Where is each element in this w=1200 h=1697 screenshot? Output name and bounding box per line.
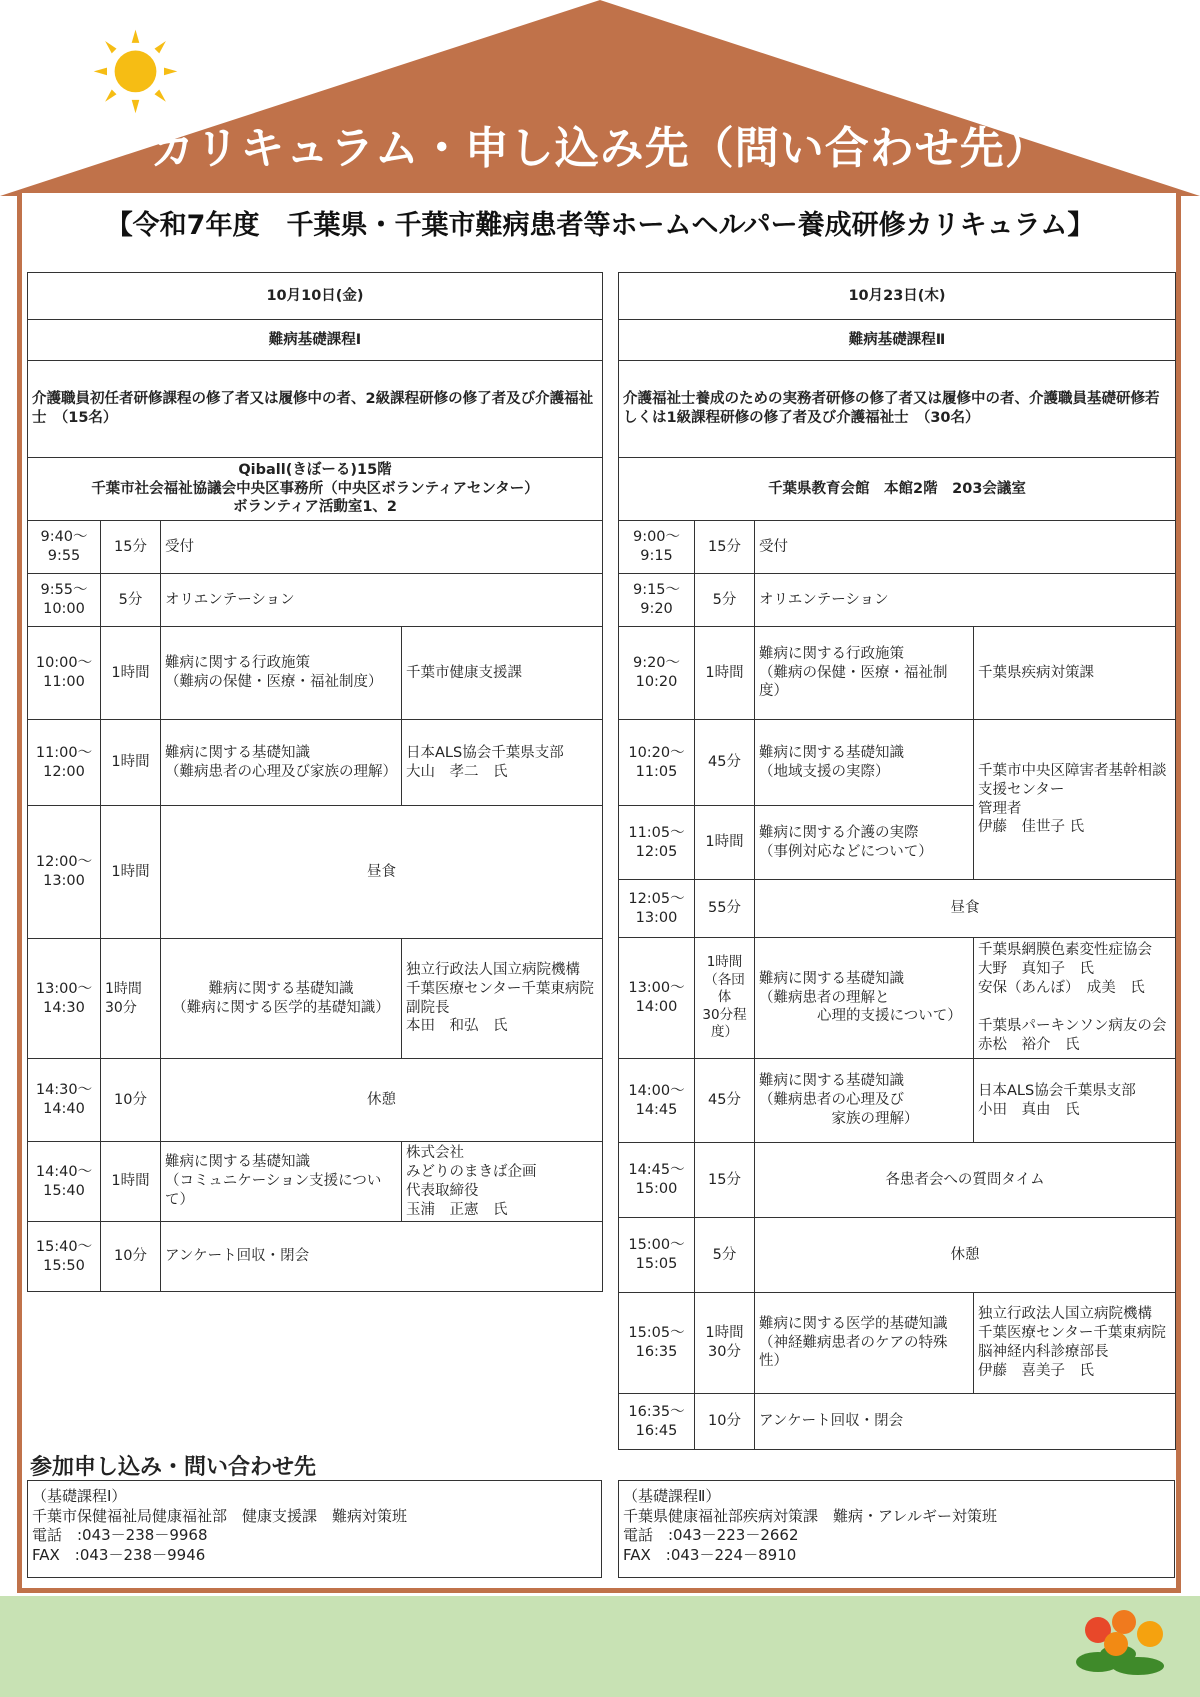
flowers-icon [1068,1600,1178,1680]
time-cell: 10:20～ 11:05 [619,720,695,806]
subject-cell: 難病に関する医学的基礎知識 （神経難病患者のケアの特殊性） [755,1293,974,1394]
duration-cell: 10分 [101,1059,161,1142]
contact-box-course-2: （基礎課程Ⅱ） 千葉県健康福祉部疾病対策課 難病・アレルギー対策班 電話 :043－223－2662 FAX :043－224－8910 [618,1480,1175,1578]
time-cell: 14:40～ 15:40 [28,1142,101,1222]
subject-cell: 難病に関する行政施策 （難病の保健・医療・福祉制度） [755,627,974,720]
table-row [28,720,603,806]
time-cell: 9:20～ 10:20 [619,627,695,720]
time-cell: 14:45～ 15:00 [619,1143,695,1218]
lecturer-cell: 日本ALS協会千葉県支部 大山 孝二 氏 [402,720,603,806]
subject-cell: オリエンテーション [755,574,1176,627]
table-row [619,1293,1176,1394]
table-row [619,1059,1176,1143]
course-target: 介護福祉士養成のための実務者研修の修了者又は履修中の者、介護職員基礎研修若しくは1級課程研修の修了者及び介護福祉士 （30名） [619,361,1176,458]
subject-cell: 難病に関する基礎知識 （コミュニケーション支援について） [161,1142,402,1222]
table-row [619,880,1176,938]
table-row [28,627,603,720]
subject-cell: アンケート回収・閉会 [161,1222,603,1292]
duration-cell: 10分 [101,1222,161,1292]
course-date: 10月23日(木) [619,273,1176,320]
subject-cell: 受付 [755,521,1176,574]
duration-cell: 45分 [695,1059,755,1143]
time-cell: 9:00～ 9:15 [619,521,695,574]
subject-cell: 昼食 [755,880,1176,938]
duration-cell: 5分 [695,1218,755,1293]
subject-cell: 難病に関する基礎知識 （地域支援の実際） [755,720,974,806]
time-cell: 16:35～ 16:45 [619,1394,695,1450]
duration-cell: 1時間 [101,627,161,720]
table-row [28,939,603,1059]
lecturer-cell: 独立行政法人国立病院機構 千葉医療センター千葉東病院 脳神経内科診療部長 伊藤 喜美子 氏 [974,1293,1176,1394]
lecturer-cell: 千葉県疾病対策課 [974,627,1176,720]
course-venue: Qiball(きぼーる)15階 千葉市社会福祉協議会中央区事務所（中央区ボランティアセンター） ボランティア活動室1、2 [28,458,603,521]
table-row [28,574,603,627]
time-cell: 13:00～ 14:00 [619,938,695,1059]
table-row [28,806,603,939]
duration-cell: 1時間 30分 [101,939,161,1059]
lecturer-cell: 千葉県網膜色素変性症協会 大野 真知子 氏 安保（あんぼ） 成美 氏 千葉県パーキンソン病友の会 赤松 裕介 氏 [974,938,1176,1059]
table-row [619,1143,1176,1218]
table-row [619,938,1176,1059]
subject-cell: 難病に関する基礎知識 （難病に関する医学的基礎知識） [161,939,402,1059]
time-cell: 10:00～ 11:00 [28,627,101,720]
table-row [28,521,603,574]
duration-cell: 15分 [695,521,755,574]
subject-cell: 難病に関する介護の実際 （事例対応などについて） [755,806,974,880]
subject-cell: 難病に関する行政施策 （難病の保健・医療・福祉制度） [161,627,402,720]
time-cell: 9:55～ 10:00 [28,574,101,627]
table-row [28,1059,603,1142]
contact-box-course-1: （基礎課程Ⅰ） 千葉市保健福祉局健康福祉部 健康支援課 難病対策班 電話 :043－238－9968 FAX :043－238－9946 [27,1480,602,1578]
table-row [619,627,1176,720]
lecturer-cell: 独立行政法人国立病院機構 千葉医療センター千葉東病院 副院長 本田 和弘 氏 [402,939,603,1059]
time-cell: 12:00～ 13:00 [28,806,101,939]
subject-cell: 受付 [161,521,603,574]
subject-cell: アンケート回収・閉会 [755,1394,1176,1450]
course-name: 難病基礎課程Ⅰ [28,320,603,361]
page-title: 【令和7年度 千葉県・千葉市難病患者等ホームヘルパー養成研修カリキュラム】 [105,210,1095,241]
table-row [619,1218,1176,1293]
subject-cell: 休憩 [755,1218,1176,1293]
time-cell: 13:00～ 14:30 [28,939,101,1059]
duration-cell: 5分 [101,574,161,627]
duration-cell: 1時間 （各団体 30分程 度） [695,938,755,1059]
table-row [28,1222,603,1292]
course-venue: 千葉県教育会館 本館2階 203会議室 [619,458,1176,521]
contact-heading: 参加申し込み・問い合わせ先 [30,1455,317,1480]
time-cell: 9:40～ 9:55 [28,521,101,574]
course-date: 10月10日(金) [28,273,603,320]
time-cell: 9:15～ 9:20 [619,574,695,627]
sun-icon [88,22,183,117]
time-cell: 11:00～ 12:00 [28,720,101,806]
time-cell: 12:05～ 13:00 [619,880,695,938]
banner-title: カリキュラム・申し込み先（問い合わせ先） [150,123,1050,174]
duration-cell: 1時間 30分 [695,1293,755,1394]
time-cell: 14:30～ 14:40 [28,1059,101,1142]
course-1-schedule [27,272,602,1292]
duration-cell: 55分 [695,880,755,938]
duration-cell: 15分 [695,1143,755,1218]
lecturer-cell: 千葉市中央区障害者基幹相談支援センター 管理者 伊藤 佳世子 氏 [974,720,1176,880]
subject-cell: 各患者会への質問タイム [755,1143,1176,1218]
subject-cell: 昼食 [161,806,603,939]
duration-cell: 1時間 [101,1142,161,1222]
subject-cell: 休憩 [161,1059,603,1142]
duration-cell: 1時間 [695,806,755,880]
time-cell: 15:00～ 15:05 [619,1218,695,1293]
duration-cell: 45分 [695,720,755,806]
table-row [619,521,1176,574]
ground-lawn [0,1596,1200,1697]
duration-cell: 1時間 [101,720,161,806]
duration-cell: 1時間 [101,806,161,939]
subject-cell: 難病に関する基礎知識 （難病患者の理解と 心理的支援について） [755,938,974,1059]
duration-cell: 10分 [695,1394,755,1450]
lecturer-cell: 千葉市健康支援課 [402,627,603,720]
subject-cell: 難病に関する基礎知識 （難病患者の心理及び 家族の理解） [755,1059,974,1143]
subject-cell: 難病に関する基礎知識 （難病患者の心理及び家族の理解） [161,720,402,806]
course-target: 介護職員初任者研修課程の修了者又は履修中の者、2級課程研修の修了者及び介護福祉士 （15名） [28,361,603,458]
table-row [619,1394,1176,1450]
time-cell: 15:40～ 15:50 [28,1222,101,1292]
lecturer-cell: 株式会社 みどりのまきば企画 代表取締役 玉浦 正憲 氏 [402,1142,603,1222]
lecturer-cell: 日本ALS協会千葉県支部 小田 真由 氏 [974,1059,1176,1143]
duration-cell: 1時間 [695,627,755,720]
course-name: 難病基礎課程Ⅱ [619,320,1176,361]
table-row [28,1142,603,1222]
time-cell: 15:05～ 16:35 [619,1293,695,1394]
subject-cell: オリエンテーション [161,574,603,627]
time-cell: 11:05～ 12:05 [619,806,695,880]
table-row [619,720,1176,806]
time-cell: 14:00～ 14:45 [619,1059,695,1143]
table-row [619,574,1176,627]
course-2-schedule [618,272,1175,1450]
duration-cell: 5分 [695,574,755,627]
duration-cell: 15分 [101,521,161,574]
